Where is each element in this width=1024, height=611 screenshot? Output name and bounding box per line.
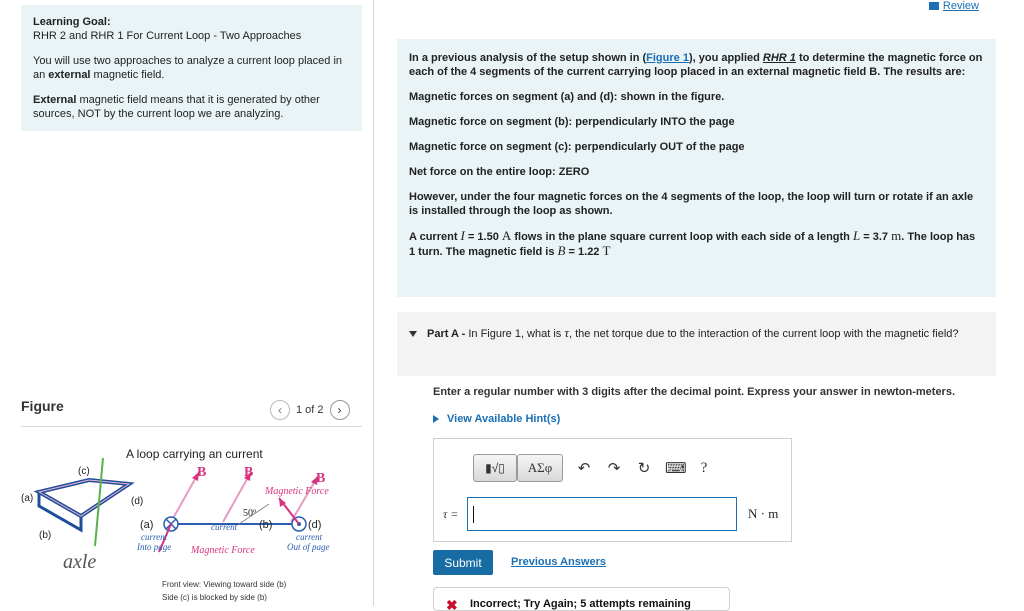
label-current-right: current — [296, 532, 323, 542]
figure-divider — [21, 426, 362, 427]
learning-goal-para2: External magnetic field means that it is generated by other sources, NOT by the current loop we are analyzing. — [33, 94, 320, 120]
previous-answers-link[interactable]: Previous Answers — [511, 556, 606, 568]
feedback-message: Incorrect; Try Again; 5 attempts remaining — [470, 598, 691, 610]
label-current-middle: current — [211, 522, 238, 532]
help-icon[interactable]: ? — [700, 459, 708, 476]
label-B-3: B — [316, 471, 326, 486]
label-B-1: B — [197, 465, 207, 480]
label-B-2: B — [244, 465, 254, 480]
label-c: (c) — [78, 466, 90, 477]
next-figure-button[interactable] — [330, 400, 350, 420]
problem-para-2: Magnetic forces on segment (a) and (d): shown in the figure. — [409, 91, 725, 103]
prev-figure-button[interactable] — [270, 400, 290, 420]
label-d-left: (d) — [131, 496, 144, 507]
feedback-banner — [433, 587, 730, 611]
column-divider — [373, 0, 374, 606]
answer-units: N · m — [748, 506, 779, 521]
label-out-page: Out of page — [287, 542, 330, 552]
figure-diagram — [21, 440, 362, 606]
figure-page-indicator: 1 of 2 — [296, 404, 324, 416]
label-d-side: (d) — [308, 519, 322, 531]
collapse-triangle-icon — [409, 331, 417, 337]
problem-para-3: Magnetic force on segment (b): perpendicularly INTO the page — [409, 116, 735, 128]
chevron-left-icon: ‹ — [278, 403, 282, 417]
problem-para-5: Net force on the entire loop: ZERO — [409, 166, 590, 178]
answer-variable-label: τ = — [443, 507, 459, 521]
problem-statement — [397, 39, 996, 297]
label-current-left: current — [141, 532, 168, 542]
torque-answer-input[interactable] — [467, 497, 737, 531]
figure-caption-1: Front view: Viewing toward side (b) — [162, 580, 287, 589]
figure-1-link[interactable]: Figure 1 — [646, 52, 689, 64]
label-axle: axle — [63, 551, 97, 573]
label-b-left: (b) — [39, 530, 52, 541]
part-a-header[interactable]: Part A - In Figure 1, what is τ, the net torque due to the interaction of the current loop with the magnetic field? — [397, 312, 996, 376]
label-a-left: (a) — [21, 493, 34, 504]
learning-goal-title: Learning Goal: — [33, 16, 111, 28]
learning-goal-panel — [21, 5, 362, 131]
problem-para-7: A current I = 1.50 A flows in the plane square current loop with each side of a length L = 3.7 m. The loop has 1 turn. The magnetic field is B = 1.22 T — [409, 228, 976, 258]
label-b-side: (b) — [259, 519, 273, 531]
math-toolbar — [473, 452, 713, 484]
reset-icon[interactable]: ↻ — [637, 460, 651, 477]
label-a-side: (a) — [140, 519, 154, 531]
book-icon — [929, 2, 939, 10]
keyboard-icon[interactable]: ⌨ — [665, 460, 687, 477]
figure-pager — [270, 399, 350, 421]
figure-caption-2: Side (c) is blocked by side (b) — [162, 593, 267, 602]
text-caret — [473, 506, 474, 523]
problem-para-4: Magnetic force on segment (c): perpendicularly OUT of the page — [409, 141, 745, 153]
answer-instructions: Enter a regular number with 3 digits after the decimal point. Express your answer in newton-meters. — [433, 386, 956, 398]
greek-symbols-button[interactable]: ΑΣφ — [517, 454, 563, 482]
label-angle: 50º — [243, 508, 257, 519]
learning-goal-para1: You will use two approaches to analyze a current loop placed in an external magnetic field. — [33, 55, 343, 81]
review-link[interactable]: Review — [929, 0, 979, 12]
diagram-title: A loop carrying an current — [126, 447, 263, 461]
problem-para-6: However, under the four magnetic forces on the 4 segments of the loop, the loop will turn or rotate if an axle is installed through the loop as shown. — [409, 191, 974, 217]
expand-triangle-icon — [433, 415, 439, 423]
problem-para-1: In a previous analysis of the setup shown in (Figure 1), you applied RHR 1 to determine the magnetic force on each of the 4 segments of the current carrying loop placed in an external magnetic field B. The results are: — [409, 52, 983, 78]
label-magnetic-force-top: Magnetic Force — [265, 486, 329, 497]
submit-button[interactable]: Submit — [433, 550, 493, 575]
view-hints-link[interactable]: View Available Hint(s) — [433, 413, 560, 425]
label-magnetic-force-bottom: Magnetic Force — [191, 545, 255, 556]
undo-icon[interactable]: ↶ — [577, 460, 591, 477]
learning-goal-subtitle: RHR 2 and RHR 1 For Current Loop - Two Approaches — [33, 30, 302, 42]
redo-icon[interactable]: ↷ — [607, 460, 621, 477]
incorrect-x-icon: ✖ — [446, 597, 458, 611]
figure-heading: Figure — [21, 398, 64, 414]
template-icon: ▮√▯ — [485, 461, 505, 475]
chevron-right-icon: › — [337, 403, 342, 417]
label-into-page: Into page — [137, 542, 172, 552]
template-button[interactable] — [473, 454, 517, 482]
